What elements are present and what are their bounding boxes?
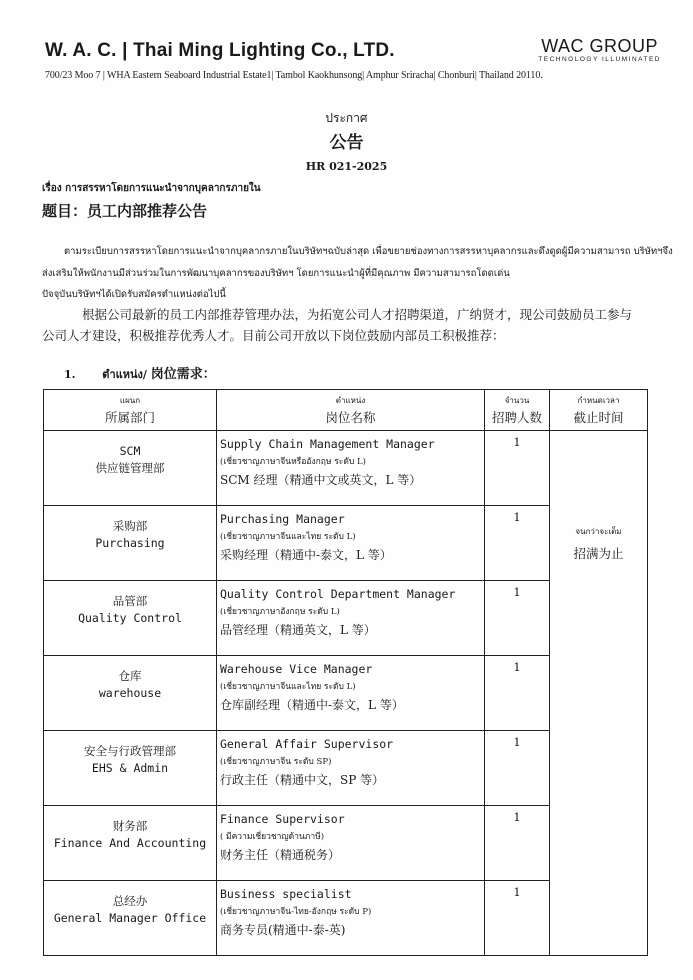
position-title-english: Supply Chain Management Manager [220, 437, 435, 451]
position-cell [217, 581, 485, 656]
positions-table [43, 389, 648, 956]
department-cell [44, 506, 217, 581]
wac-group-logo [538, 37, 661, 65]
department-name-2: Purchasing [95, 536, 165, 550]
headcount-cell: 1 [485, 731, 550, 806]
header-position-chinese: 岗位名称 [325, 410, 376, 425]
headcount-cell: 1 [485, 656, 550, 731]
position-cell [217, 656, 485, 731]
position-cell [217, 506, 485, 581]
intro-chinese-line-1: 根据公司最新的员工内部推荐管理办法，为拓宽公司人才招聘渠道，广纳贤才，现公司鼓励员工参与 [82, 307, 633, 322]
position-title-thai: (เชี่ยวชาญภาษาอังกฤษ ระดับ L) [220, 607, 340, 617]
company-address: 700/23 Moo 7 | WHA Eastern Seaboard Industrial Estate1| Tambol Kaokhunsong| Amphur Sriracha| Chonburi| Thailand 20110. [45, 70, 543, 81]
header-position-thai: ตำแหน่ง [335, 396, 366, 405]
department-cell [44, 431, 217, 506]
department-name-1: SCM [119, 444, 141, 458]
department-name-2: warehouse [98, 686, 162, 700]
section-title [64, 363, 216, 383]
position-title-thai: (เชี่ยวชาญภาษาจีน-ไทย-อังกฤษ ระดับ P) [220, 907, 372, 917]
position-title-english: Quality Control Department Manager [220, 587, 456, 601]
department-name-1: 财务部 [112, 819, 148, 833]
department-name-1: 仓库 [118, 669, 142, 683]
position-title-thai: (เชี่ยวชาญภาษาจีนและไทย ระดับ L) [220, 682, 356, 692]
position-title-chinese: 品管经理（精通英文，L 等） [220, 623, 376, 637]
department-cell [44, 881, 217, 956]
intro-thai-line-1: ตามระเบียบการสรรหาโดยการแนะนำจากบุคลากรภายในบริษัทฯฉบับล่าสุด เพื่อขยายช่องทางการสรรหาบุคลากรและดึงดูดผู้มีความสามารถ บริษัทฯจึง [64, 246, 673, 257]
position-title-english: Warehouse Vice Manager [220, 662, 373, 676]
header-count-chinese: 招聘人数 [491, 410, 542, 425]
header-position [217, 390, 485, 431]
deadline-thai: จนกว่าจะเต็ม [575, 527, 622, 536]
position-title-chinese: 仓库副经理（精通中-泰文，L 等） [220, 698, 404, 712]
position-title-chinese: 采购经理（精通中-泰文，L 等） [220, 548, 392, 562]
department-name-1: 品管部 [112, 594, 148, 608]
department-name-2: Finance And Accounting [53, 836, 207, 850]
position-title-thai: ( มีความเชี่ยวชาญด้านภาษี) [220, 832, 325, 842]
department-cell [44, 806, 217, 881]
header-deadline [550, 390, 648, 431]
table-row [44, 431, 648, 506]
position-cell [217, 731, 485, 806]
department-name-2: 供应链管理部 [95, 461, 165, 475]
position-title-chinese: 财务主任（精通税务） [220, 848, 341, 862]
section-number: 1. [64, 368, 76, 381]
logo-tagline: TECHNOLOGY ILLUMINATED [538, 56, 661, 63]
department-name-1: 总经办 [112, 894, 148, 908]
department-name-2: General Manager Office [53, 911, 207, 925]
announcement-number: HR 021-2025 [305, 160, 388, 173]
subject-thai: เรื่อง การสรรหาโดยการแนะนำจากบุคลากรภายใน [42, 183, 261, 194]
deadline-chinese: 招满为止 [573, 546, 624, 561]
department-cell [44, 656, 217, 731]
department-name-2: Quality Control [78, 611, 182, 625]
headcount-cell: 1 [485, 431, 550, 506]
deadline-cell [550, 431, 648, 956]
section-title-thai: ตำแหน่ง/ [102, 368, 147, 381]
position-title-english: Business specialist [220, 887, 352, 901]
position-title-chinese: SCM 经理（精通中文或英文，L 等） [220, 473, 422, 487]
intro-thai-line-2: ส่งเสริมให้พนักงานมีส่วนร่วมในการพัฒนาบุคลากรของบริษัทฯ โดยการแนะนำผู้ที่มีคุณภาพ มีความสามารถโดดเด่น [42, 268, 510, 279]
position-title-thai: (เชี่ยวชาญภาษาจีน ระดับ SP) [220, 757, 332, 767]
position-cell [217, 881, 485, 956]
section-title-chinese: 岗位需求： [150, 367, 216, 382]
headcount-cell: 1 [485, 881, 550, 956]
header-department-chinese: 所属部门 [104, 410, 155, 425]
position-title-chinese: 行政主任（精通中文，SP 等） [220, 773, 385, 787]
intro-chinese-line-2: 公司人才建设，积极推荐优秀人才。目前公司开放以下岗位鼓励内部员工积极推荐： [42, 328, 505, 343]
headcount-cell: 1 [485, 581, 550, 656]
announcement-label-chinese: 公告 [329, 133, 364, 153]
position-title-chinese: 商务专员(精通中-泰-英) [220, 923, 346, 937]
department-name-1: 采购部 [112, 519, 148, 533]
headcount-cell: 1 [485, 506, 550, 581]
header-department-thai: แผนก [119, 396, 141, 405]
header-deadline-thai: กำหนดเวลา [577, 396, 620, 405]
table-header-row [44, 390, 648, 431]
department-name-2: EHS & Admin [91, 761, 169, 775]
position-title-thai: (เชี่ยวชาญภาษาจีนหรืออังกฤษ ระดับ L) [220, 457, 366, 467]
header-count-thai: จำนวน [504, 396, 530, 405]
position-cell [217, 806, 485, 881]
position-title-english: Finance Supervisor [220, 812, 345, 826]
position-title-english: Purchasing Manager [220, 512, 345, 526]
headcount-cell: 1 [485, 806, 550, 881]
position-title-thai: (เชี่ยวชาญภาษาจีนและไทย ระดับ L) [220, 532, 356, 542]
header-department [44, 390, 217, 431]
announcement-label-thai: ประกาศ [325, 111, 368, 125]
intro-chinese-paragraph [42, 304, 652, 346]
header-deadline-chinese: 截止时间 [573, 410, 624, 425]
position-cell [217, 431, 485, 506]
department-cell [44, 581, 217, 656]
logo-main-text: WAC GROUP [541, 36, 659, 56]
company-name: W. A. C. | Thai Ming Lighting Co., LTD. [45, 40, 395, 61]
header-count [485, 390, 550, 431]
department-name-1: 安全与行政管理部 [84, 744, 176, 758]
intro-thai-line-3: ปัจจุบันบริษัทฯได้เปิดรับสมัครตำแหน่งต่อไปนี้ [42, 289, 226, 300]
department-cell [44, 731, 217, 806]
subject-chinese: 题目：员工内部推荐公告 [42, 202, 208, 220]
position-title-english: General Affair Supervisor [220, 737, 394, 751]
